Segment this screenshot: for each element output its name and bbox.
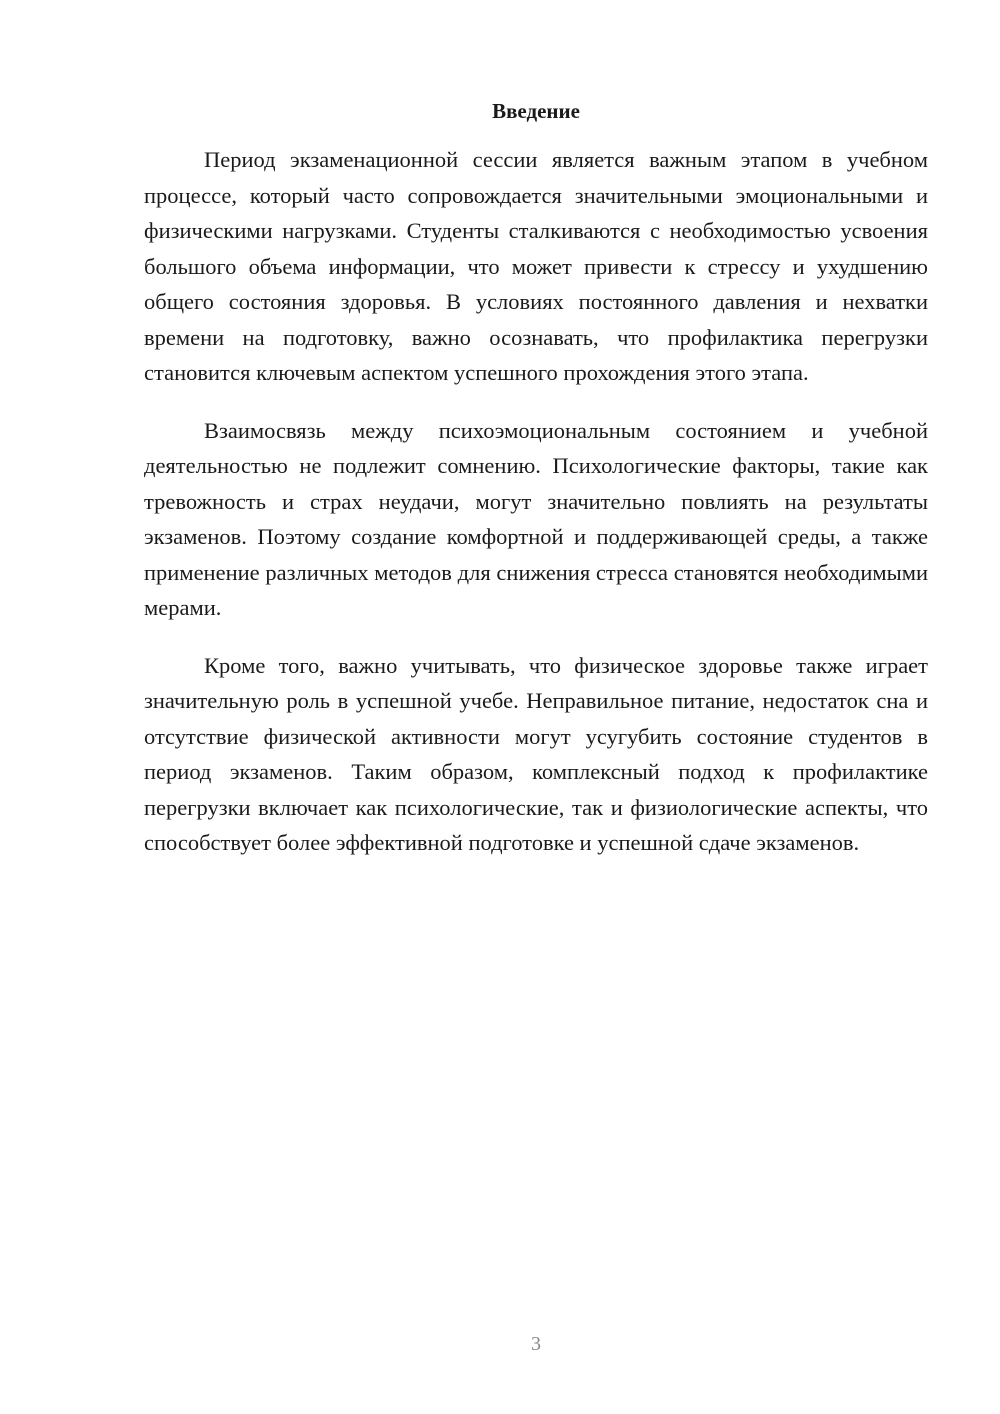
paragraph-3: Кроме того, важно учитывать, что физическое здоровье также играет значительную роль в успешной учебе. Неправильное питание, недостаток сна и отсутствие физической активности могут усугубить состояние студентов в период экзаменов. Таким образом, комплексный подход к профилактике перегрузки включает как психологические, так и физиологические аспекты, что способствует более эффективной подготовке и успешной сдаче экзаменов. xyxy=(144,652,928,855)
document-body xyxy=(144,142,928,883)
section-title: Введение xyxy=(492,99,580,123)
paragraph-2: Взаимосвязь между психоэмоциональным состоянием и учебной деятельностью не подлежит сомнению. Психологические факторы, такие как тревожность и страх неудачи, могут значительно повлиять на результаты экзаменов. Поэтому создание комфортной и поддерживающей среды, а также применение различных методов для снижения стресса становятся необходимыми мерами. xyxy=(144,417,928,620)
page-number: 3 xyxy=(531,1333,541,1355)
paragraph-1: Период экзаменационной сессии является важным этапом в учебном процессе, который часто сопровождается значительными эмоциональными и физическими нагрузками. Студенты сталкиваются с необходимостью усвоения большого объема информации, что может привести к стрессу и ухудшению общего состояния здоровья. В условиях постоянного давления и нехватки времени на подготовку, важно осознавать, что профилактика перегрузки становится ключевым аспектом успешного прохождения этого этапа. xyxy=(144,147,928,385)
